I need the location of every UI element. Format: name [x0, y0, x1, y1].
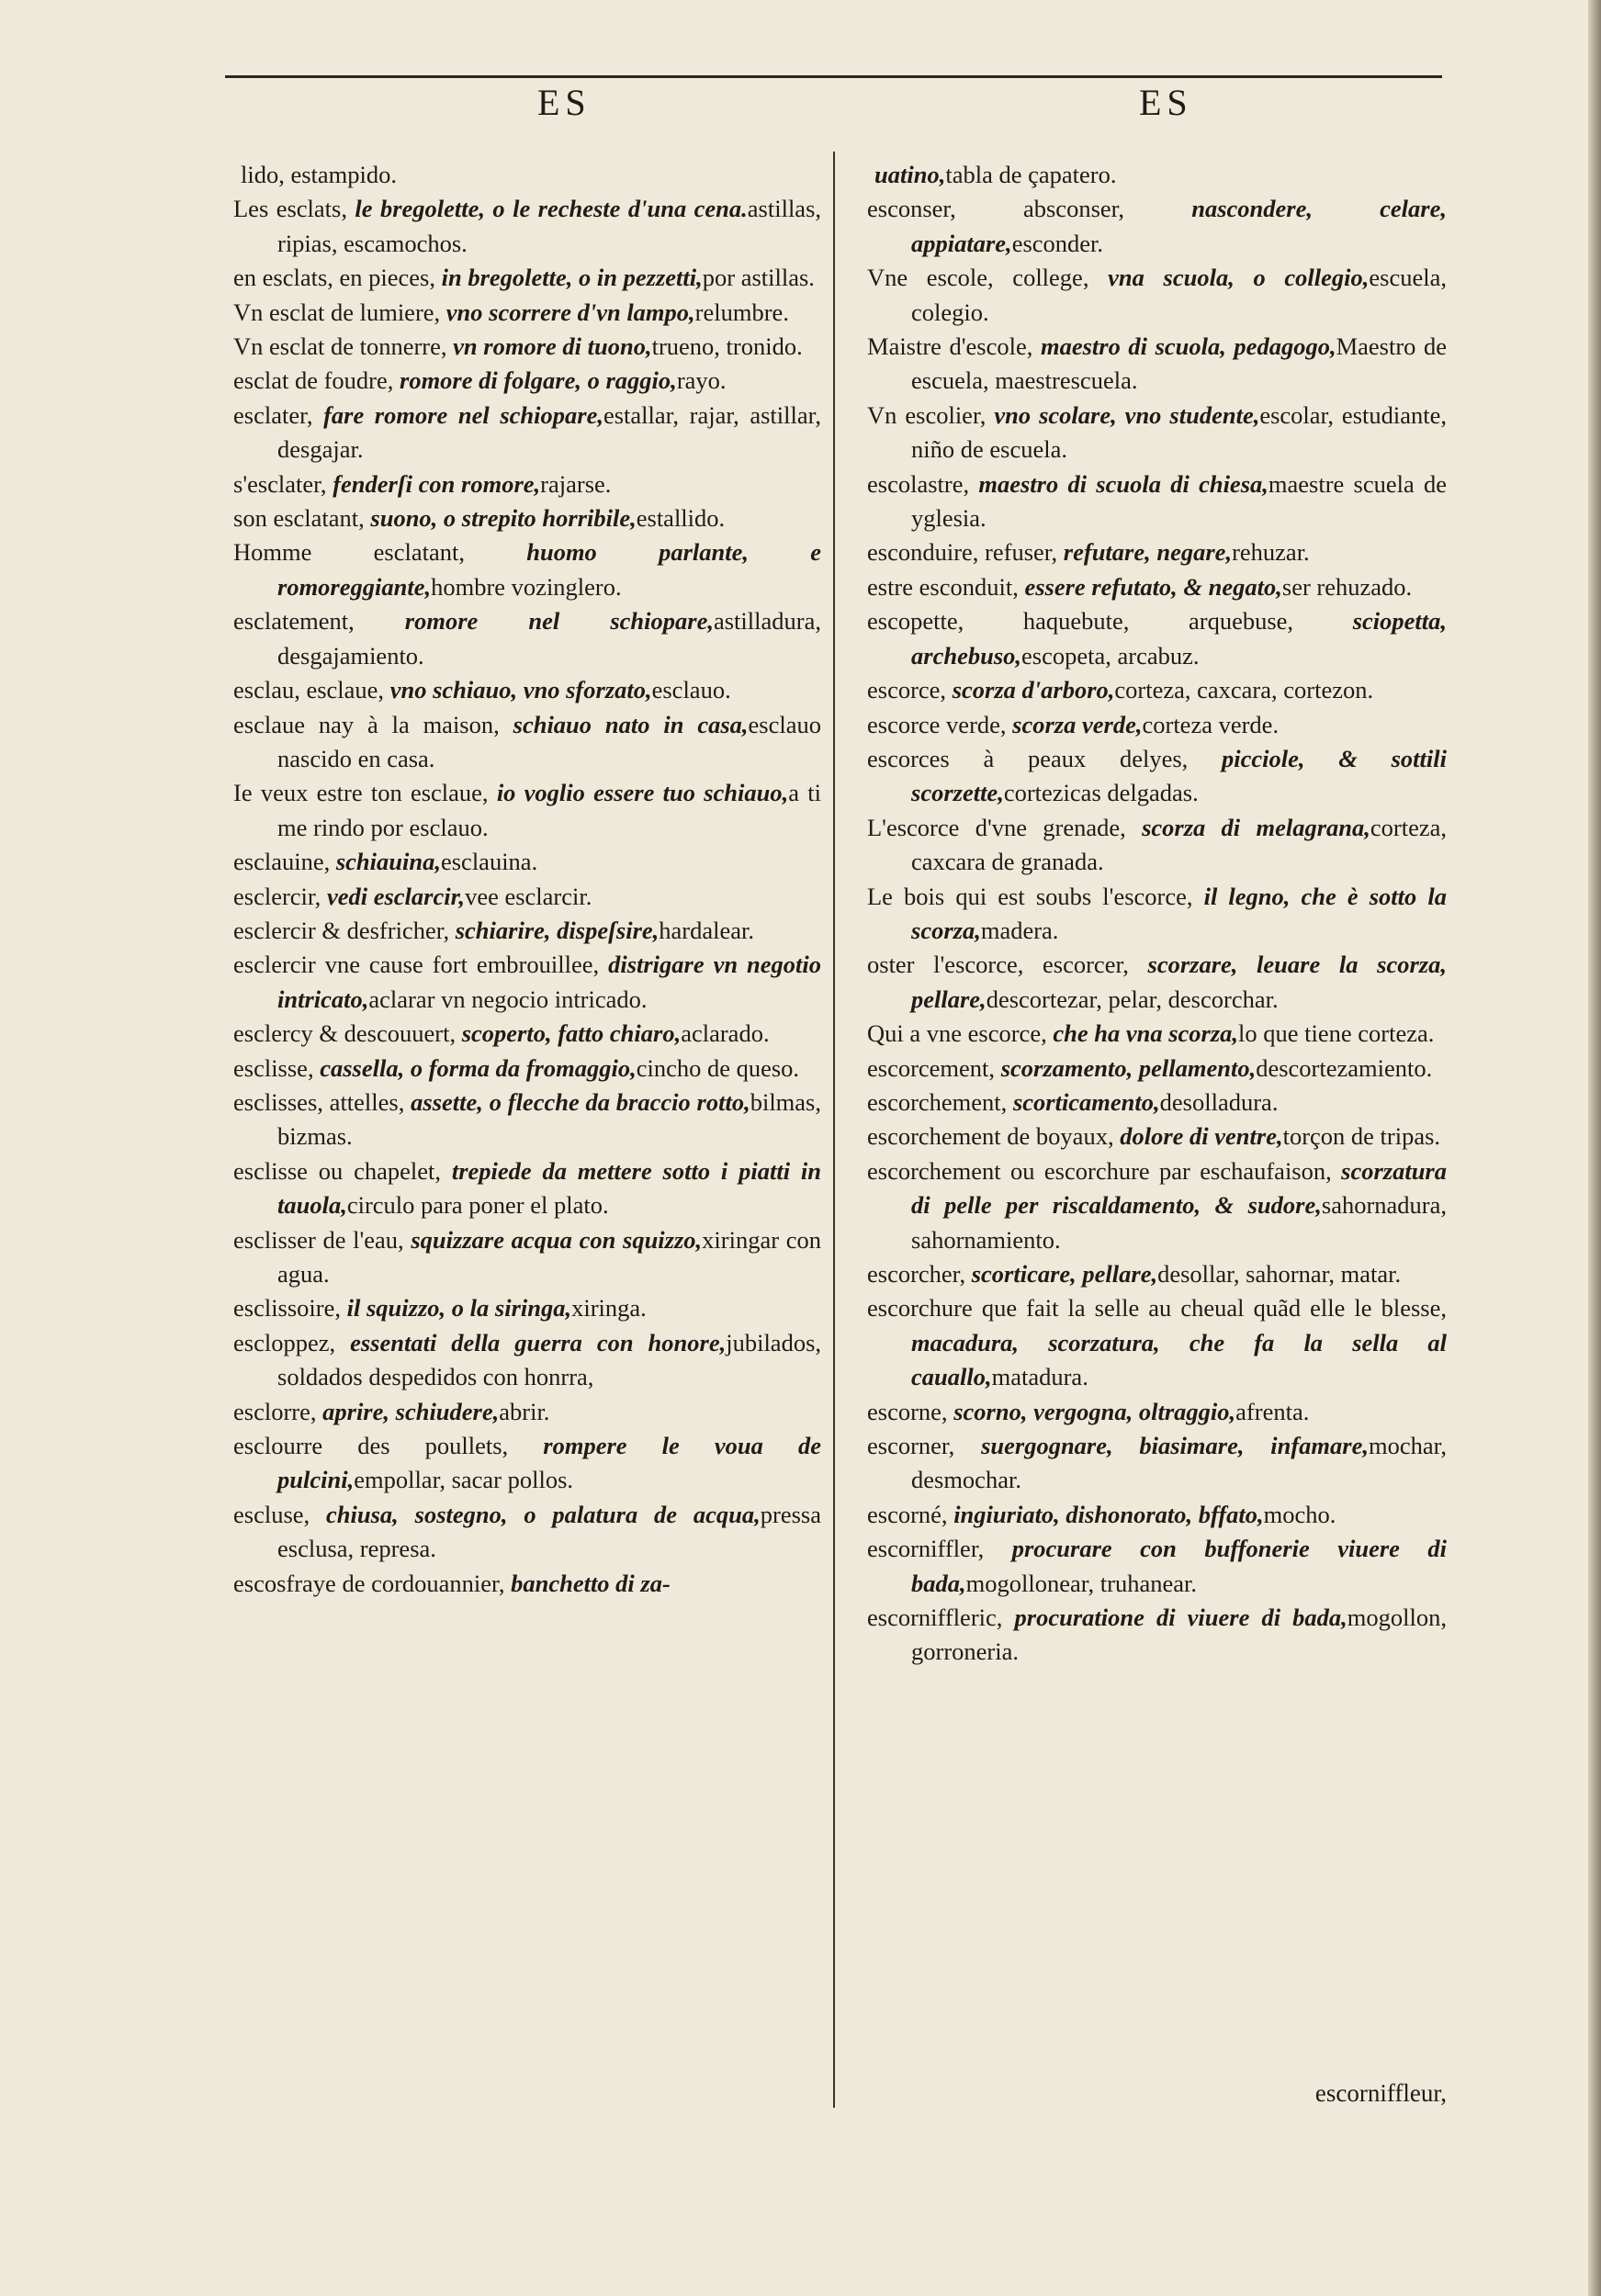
entry-headword: escorce verde, [867, 710, 1013, 738]
entry-italian: il legno, che è sotto la scorza, [911, 882, 1448, 944]
entry-italian: scoperto, fatto chiaro, [461, 1019, 682, 1048]
entry-headword: escorchement de boyaux, [867, 1122, 1121, 1151]
entry-italian: picciole, & sottili scorzette, [911, 744, 1447, 807]
entry-spanish: escolar, estudiante, niño de escuela. [911, 400, 1447, 464]
entry-headword: esclercir & desfricher, [233, 916, 456, 944]
dictionary-entry [865, 192, 1447, 261]
entry-headword: Vn escolier, [867, 400, 995, 429]
dictionary-entry [865, 467, 1447, 536]
entry-spanish: corteza verde. [1142, 710, 1280, 738]
entry-headword: Vn esclat de lumiere, [233, 298, 446, 326]
page-edge [1588, 0, 1601, 2296]
entry-italian: dolore di ventre, [1120, 1122, 1283, 1151]
entry-headword: escorniffleric, [867, 1604, 1015, 1632]
dictionary-entry [865, 1154, 1447, 1257]
header-rule [225, 75, 1442, 78]
entry-headword: esclater, [233, 400, 324, 429]
entry-headword: escorne, [867, 1397, 954, 1425]
entry-italian: essere refutato, & negato, [1024, 572, 1282, 601]
dictionary-entry [231, 501, 821, 535]
dictionary-entry [231, 1223, 821, 1292]
entry-italian: scorticamento, [1012, 1087, 1160, 1116]
entry-spanish: estallido. [636, 504, 726, 533]
dictionary-entry [865, 570, 1447, 604]
entry-italian: refutare, negare, [1063, 538, 1233, 567]
entry-spanish: matadura. [991, 1363, 1088, 1391]
entry-spanish: esconder. [1011, 229, 1104, 257]
entry-headword: Vne escole, college, [867, 264, 1109, 292]
dictionary-entry [231, 1567, 821, 1601]
entry-italian: banchetto di za- [511, 1569, 671, 1597]
dictionary-entry [865, 1601, 1447, 1670]
left-column [231, 158, 821, 1601]
entry-italian: scorticare, pellare, [971, 1260, 1158, 1288]
entry-headword: esclourre des poullets, [233, 1432, 544, 1460]
entry-headword: esclercir vne cause fort embrouillee, [233, 951, 609, 979]
dictionary-entry [231, 158, 821, 192]
column-divider [833, 152, 835, 2108]
entry-italian: scorza di melagrana, [1142, 813, 1370, 841]
entry-italian: romore di folgare, o raggio, [400, 366, 677, 395]
entry-headword: escorniffler, [867, 1535, 1012, 1563]
entry-spanish: astillas, ripias, escamochos. [277, 195, 822, 257]
entry-italian: assette, o flecche da braccio rotto, [411, 1087, 750, 1116]
entry-italian: schiarire, dispeſsire, [455, 916, 660, 944]
entry-italian: scorzamento, pellamento, [1000, 1053, 1257, 1082]
dictionary-entry [231, 845, 821, 879]
dictionary-entry [231, 776, 821, 845]
dictionary-entry [865, 604, 1447, 673]
entry-italian: scorzare, leuare la scorza, pellare, [911, 951, 1447, 1013]
entry-headword: lido, estampido. [241, 161, 398, 188]
entry-italian: vno scorrere d'vn lampo, [445, 298, 695, 326]
entry-headword: esconser, absconser, [867, 195, 1192, 223]
entry-spanish: esclauo. [651, 676, 731, 704]
dictionary-entry [231, 1429, 821, 1498]
entry-headword: esclatement, [233, 607, 405, 636]
dictionary-entry [865, 1017, 1447, 1051]
entry-headword: escluse, [233, 1500, 326, 1528]
dictionary-entry [865, 399, 1447, 467]
entry-headword: escorner, [867, 1432, 982, 1460]
entry-headword: esclisser de l'eau, [233, 1225, 412, 1254]
entry-italian: in bregolette, o in pezzetti, [441, 264, 703, 292]
dictionary-entry [231, 1017, 821, 1051]
entry-italian: macadura, scorzatura, che fa la sella al cauallo, [911, 1328, 1447, 1391]
entry-italian: uatino, [874, 161, 946, 188]
dictionary-entry [231, 296, 821, 330]
entry-italian: aprire, schiudere, [322, 1397, 500, 1425]
entry-spanish: rayo. [676, 366, 727, 395]
dictionary-entry [865, 1429, 1447, 1498]
entry-headword: oster l'escorce, escorcer, [867, 951, 1148, 979]
entry-headword: escorchement, [867, 1087, 1013, 1116]
entry-headword: escorce, [867, 676, 953, 704]
entry-headword: L'escorce d'vne grenade, [867, 813, 1143, 841]
entry-spanish: xiringa. [571, 1294, 647, 1322]
dictionary-entry [865, 1086, 1447, 1120]
dictionary-entry [231, 1498, 821, 1567]
entry-spanish: esclauina. [440, 848, 538, 876]
entry-headword: escorcher, [867, 1260, 972, 1288]
entry-spanish: lo que tiene corteza. [1238, 1019, 1435, 1048]
entry-spanish: jubilados, soldados despedidos con honrra, [277, 1328, 822, 1391]
entry-headword: escolastre, [867, 469, 979, 498]
entry-headword: esclisses, attelles, [233, 1087, 412, 1116]
entry-spanish: desollar, sahornar, matar. [1157, 1260, 1402, 1288]
entry-italian: nascondere, celare, appiatare, [911, 195, 1447, 257]
entry-headword: Les esclats, [233, 195, 355, 223]
entry-italian: schiauina, [335, 848, 441, 876]
dictionary-entry [231, 399, 821, 467]
dictionary-entry [231, 604, 821, 673]
entry-spanish: mogollonear, truhanear. [965, 1569, 1197, 1597]
dictionary-entry [865, 1291, 1447, 1394]
entry-spanish: madera. [980, 916, 1059, 944]
entry-spanish: a ti me rindo por esclauo. [277, 779, 821, 841]
entry-headword: esclau, esclaue, [233, 676, 390, 704]
entry-headword: Qui a vne escorce, [867, 1019, 1054, 1048]
dictionary-entry [231, 467, 821, 501]
entry-italian: procuratione di viuere di bada, [1014, 1604, 1347, 1632]
entry-italian: rompere le voua de pulcini, [277, 1432, 821, 1494]
entry-italian: io voglio essere tuo schiauo, [496, 779, 789, 807]
entry-italian: vn romore di tuono, [453, 332, 652, 361]
entry-spanish: escuela, colegio. [911, 264, 1447, 326]
entry-headword: escorcement, [867, 1053, 1001, 1082]
entry-italian: scorza d'arboro, [952, 676, 1115, 704]
entry-spanish: xiringar con agua. [277, 1225, 821, 1288]
dictionary-entry [865, 880, 1447, 949]
dictionary-entry [865, 1395, 1447, 1429]
dictionary-entry [231, 1291, 821, 1325]
dictionary-entry [865, 811, 1447, 880]
entry-headword: esclauine, [233, 848, 336, 876]
entry-headword: esclisse, [233, 1053, 321, 1082]
entry-headword: escosfraye de cordouannier, [233, 1569, 512, 1597]
entry-italian: fare romore nel schiopare, [323, 400, 603, 429]
entry-spanish: mochar, desmochar. [911, 1432, 1447, 1494]
entry-spanish: mogollon, gorroneria. [911, 1604, 1447, 1666]
entry-headword: Vn esclat de tonnerre, [233, 332, 454, 361]
entry-italian: maestro di scuola, pedagogo, [1040, 332, 1336, 361]
dictionary-entry [231, 261, 821, 295]
running-head-right: ES [1139, 82, 1193, 123]
entry-italian: sciopetta, archebuso, [911, 607, 1447, 670]
entry-spanish: empollar, sacar pollos. [354, 1466, 574, 1494]
entry-spanish: afrenta. [1235, 1397, 1310, 1425]
dictionary-entry [231, 192, 821, 261]
entry-italian: suergognare, biasimare, infamare, [981, 1432, 1369, 1460]
entry-headword: esclercy & descouuert, [233, 1019, 462, 1048]
entry-italian: romore nel schiopare, [404, 607, 714, 636]
entry-italian: cassella, o forma da fromaggio, [320, 1053, 637, 1082]
entry-italian: maestro di scuola di chiesa, [978, 469, 1268, 498]
entry-spanish: tabla de çapatero. [945, 161, 1117, 188]
entry-italian: il squizzo, o la siringa, [346, 1294, 572, 1322]
entry-spanish: sahornadura, sahornamiento. [911, 1191, 1447, 1254]
catchword: escorniffleur, [1314, 2079, 1447, 2107]
entry-spanish: rehuzar. [1232, 538, 1310, 567]
entry-spanish: rajarse. [540, 469, 612, 498]
entry-headword: esclissoire, [233, 1294, 347, 1322]
dictionary-entry [231, 673, 821, 707]
dictionary-entry [865, 1120, 1447, 1154]
dictionary-entry [865, 158, 1447, 192]
entry-spanish: cincho de queso. [636, 1053, 800, 1082]
dictionary-entry [231, 535, 821, 604]
entry-headword: en esclats, en pieces, [233, 264, 442, 292]
entry-headword: esclaue nay à la maison, [233, 710, 513, 738]
entry-headword: esclisse ou chapelet, [233, 1156, 452, 1185]
dictionary-entry [231, 708, 821, 777]
entry-italian: suono, o strepito horribile, [370, 504, 637, 533]
dictionary-entry [865, 1052, 1447, 1086]
entry-spanish: corteza, caxcara de granada. [911, 813, 1448, 876]
dictionary-entry [865, 1257, 1447, 1291]
entry-spanish: Maestro de escuela, maestrescuela. [911, 332, 1447, 395]
entry-spanish: relumbre. [694, 298, 789, 326]
entry-spanish: hardalear. [659, 916, 755, 944]
dictionary-entry [865, 948, 1447, 1017]
entry-spanish: trueno, tronido. [651, 332, 803, 361]
entry-spanish: escopeta, arcabuz. [1021, 641, 1200, 670]
entry-spanish: circulo para poner el plato. [346, 1191, 609, 1220]
entry-italian: fenderſi con romore, [333, 469, 541, 498]
dictionary-entry [231, 1086, 821, 1154]
entry-headword: esclat de foudre, [233, 366, 400, 395]
running-head-left: ES [537, 82, 592, 123]
entry-headword: Maistre d'escole, [867, 332, 1041, 361]
entry-headword: esconduire, refuser, [867, 538, 1064, 567]
entry-italian: squizzare acqua con squizzo, [411, 1225, 703, 1254]
dictionary-entry [231, 880, 821, 914]
entry-italian: scorza verde, [1012, 710, 1143, 738]
entry-headword: Le bois qui est soubs l'escorce, [867, 882, 1204, 910]
entry-spanish: aclarar vn negocio intricado. [368, 985, 648, 1013]
right-column [865, 158, 1447, 1670]
entry-italian: trepiede da mettere sotto i piatti in tauola, [277, 1156, 821, 1220]
entry-headword: escorces à peaux delyes, [867, 744, 1223, 772]
entry-spanish: hombre vozinglero. [431, 572, 622, 601]
entry-spanish: esclauo nascido en casa. [277, 710, 821, 772]
entry-italian: vno scolare, vno studente, [994, 400, 1260, 429]
entry-spanish: mocho. [1263, 1500, 1336, 1528]
entry-italian: vno schiauo, vno sforzato, [389, 676, 652, 704]
entry-headword: escorchement ou escorchure par eschaufaison, [867, 1156, 1342, 1185]
entry-spanish: aclarado. [681, 1019, 770, 1048]
entry-spanish: bilmas, bizmas. [277, 1087, 821, 1151]
entry-spanish: torçon de tripas. [1282, 1122, 1441, 1151]
dictionary-entry [231, 1052, 821, 1086]
entry-headword: escopette, haquebute, arquebuse, [867, 607, 1353, 636]
entry-headword: Homme esclatant, [233, 538, 527, 567]
entry-italian: schiauo nato in casa, [513, 710, 749, 738]
entry-italian: scorno, vergogna, oltraggio, [953, 1397, 1236, 1425]
entry-headword: esclercir, [233, 882, 327, 910]
entry-headword: escorchure que fait la selle au cheual quãd elle le blesse, [867, 1294, 1447, 1322]
dictionary-entry [231, 364, 821, 398]
entry-spanish: estallar, rajar, astillar, desgajar. [277, 400, 821, 464]
entry-headword: esclorre, [233, 1397, 323, 1425]
entry-spanish: corteza, caxcara, cortezon. [1114, 676, 1374, 704]
dictionary-entry [865, 742, 1447, 811]
entry-spanish: abrir. [499, 1397, 550, 1425]
entry-spanish: cortezicas delgadas. [1003, 779, 1199, 807]
dictionary-entry [865, 535, 1447, 569]
dictionary-entry [865, 1498, 1447, 1532]
entry-spanish: maestre scuela de yglesia. [911, 469, 1447, 533]
entry-headword: Ie veux estre ton esclaue, [233, 779, 497, 807]
entry-italian: le bregolette, o le recheste d'una cena. [355, 195, 748, 223]
dictionary-entry [231, 1154, 821, 1223]
entry-italian: scorzatura di pelle per riscaldamento, & sudore, [911, 1156, 1447, 1220]
dictionary-entry [865, 708, 1447, 742]
entry-headword: son esclatant, [233, 504, 371, 533]
dictionary-entry [231, 914, 821, 948]
entry-italian: procurare con buffonerie viuere di bada, [911, 1535, 1447, 1597]
entry-italian: distrigare vn negotio intricato, [277, 951, 822, 1013]
entry-italian: vna scuola, o collegio, [1108, 264, 1370, 292]
dictionary-entry [865, 261, 1447, 330]
entry-italian: vedi esclarcir, [326, 882, 466, 910]
dictionary-entry [231, 1395, 821, 1429]
dictionary-entry [865, 673, 1447, 707]
entry-italian: huomo parlante, e romoreggiante, [277, 538, 821, 601]
entry-spanish: por astillas. [702, 264, 815, 292]
entry-headword: escorné, [867, 1500, 954, 1528]
entry-spanish: descortezamiento. [1256, 1053, 1433, 1082]
dictionary-entry [865, 330, 1447, 399]
dictionary-entry [865, 1532, 1447, 1601]
entry-spanish: astilladura, desgajamiento. [277, 607, 821, 670]
entry-headword: estre esconduit, [867, 572, 1025, 601]
entry-headword: s'esclater, [233, 469, 333, 498]
entry-spanish: ser rehuzado. [1281, 572, 1413, 601]
dictionary-entry [231, 330, 821, 364]
entry-italian: ingiuriato, dishonorato, bffato, [953, 1500, 1264, 1528]
dictionary-entry [231, 1326, 821, 1395]
entry-headword: escloppez, [233, 1328, 351, 1356]
entry-spanish: pressa esclusa, represa. [277, 1500, 821, 1563]
entry-italian: che ha vna scorza, [1053, 1019, 1239, 1048]
entry-spanish: descortezar, pelar, descorchar. [986, 985, 1279, 1013]
entry-italian: essentati della guerra con honore, [350, 1328, 727, 1356]
entry-italian: chiusa, sostegno, o palatura de acqua, [326, 1500, 761, 1528]
entry-spanish: desolladura. [1159, 1087, 1279, 1116]
entry-spanish: vee esclarcir. [465, 882, 592, 910]
dictionary-entry [231, 948, 821, 1017]
